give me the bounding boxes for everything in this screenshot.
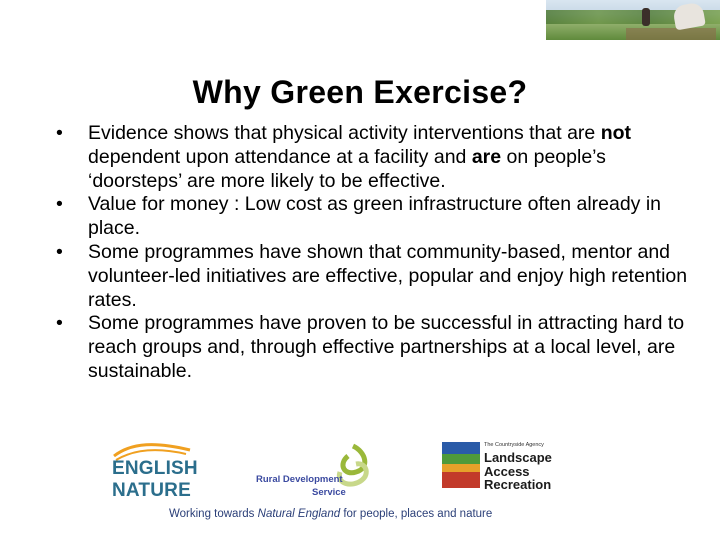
landscape-access-recreation-logo bbox=[442, 442, 572, 492]
bullet-dot: • bbox=[56, 193, 63, 216]
english-nature-logo bbox=[112, 440, 198, 504]
rural-development-line-1: Rural Development bbox=[256, 474, 343, 485]
photo-ground bbox=[626, 28, 716, 40]
bullet-dot: • bbox=[56, 312, 63, 335]
header-photo bbox=[546, 0, 720, 40]
bullet-text: Some programmes have proven to be successful in attracting hard to reach groups and, through effective partnerships at a local level, are sustainable. bbox=[88, 312, 685, 382]
bullet-text: on people’s ‘doorsteps’ are more likely to be effective. bbox=[88, 145, 606, 192]
bullet-text: Some programmes have shown that community-based, mentor and volunteer-led initiatives are effective, popular and enjoy high retention rates. bbox=[88, 240, 688, 311]
access-label: Access bbox=[484, 464, 530, 479]
bullet-dot: • bbox=[56, 240, 63, 263]
bullet-list bbox=[56, 122, 696, 384]
recreation-label: Recreation bbox=[484, 477, 552, 492]
rural-development-line-2: Service bbox=[312, 487, 346, 498]
photo-person bbox=[672, 2, 706, 31]
bullet-text: dependent upon attendance at a facility and bbox=[88, 145, 472, 168]
bullet-text: Evidence shows that physical activity interventions that are bbox=[88, 122, 601, 144]
footer-tagline bbox=[169, 508, 492, 520]
bullet-item bbox=[56, 122, 696, 193]
english-nature-word-1: ENGLISH bbox=[112, 458, 198, 479]
tagline-emphasis: Natural England bbox=[257, 508, 341, 520]
bullet-item bbox=[56, 193, 696, 241]
countryside-agency-label: The Countryside Agency bbox=[484, 442, 544, 448]
bullet-dot: • bbox=[56, 122, 63, 144]
landscape-label: Landscape bbox=[484, 450, 552, 465]
countryside-agency-icon bbox=[442, 442, 480, 488]
bullet-emphasis: not bbox=[600, 122, 632, 144]
english-nature-word-2: NATURE bbox=[112, 480, 191, 501]
rural-development-logo bbox=[256, 442, 376, 502]
bullet-text: Value for money : Low cost as green infrastructure often already in place. bbox=[88, 193, 662, 240]
bullet-item bbox=[56, 241, 696, 312]
tagline-start: Working towards bbox=[169, 508, 258, 520]
slide-title: Why Green Exercise? bbox=[192, 74, 528, 110]
tagline-end: for people, places and nature bbox=[340, 508, 493, 520]
bullet-item bbox=[56, 312, 696, 383]
bullet-emphasis: are bbox=[471, 145, 502, 168]
photo-person bbox=[642, 8, 650, 26]
